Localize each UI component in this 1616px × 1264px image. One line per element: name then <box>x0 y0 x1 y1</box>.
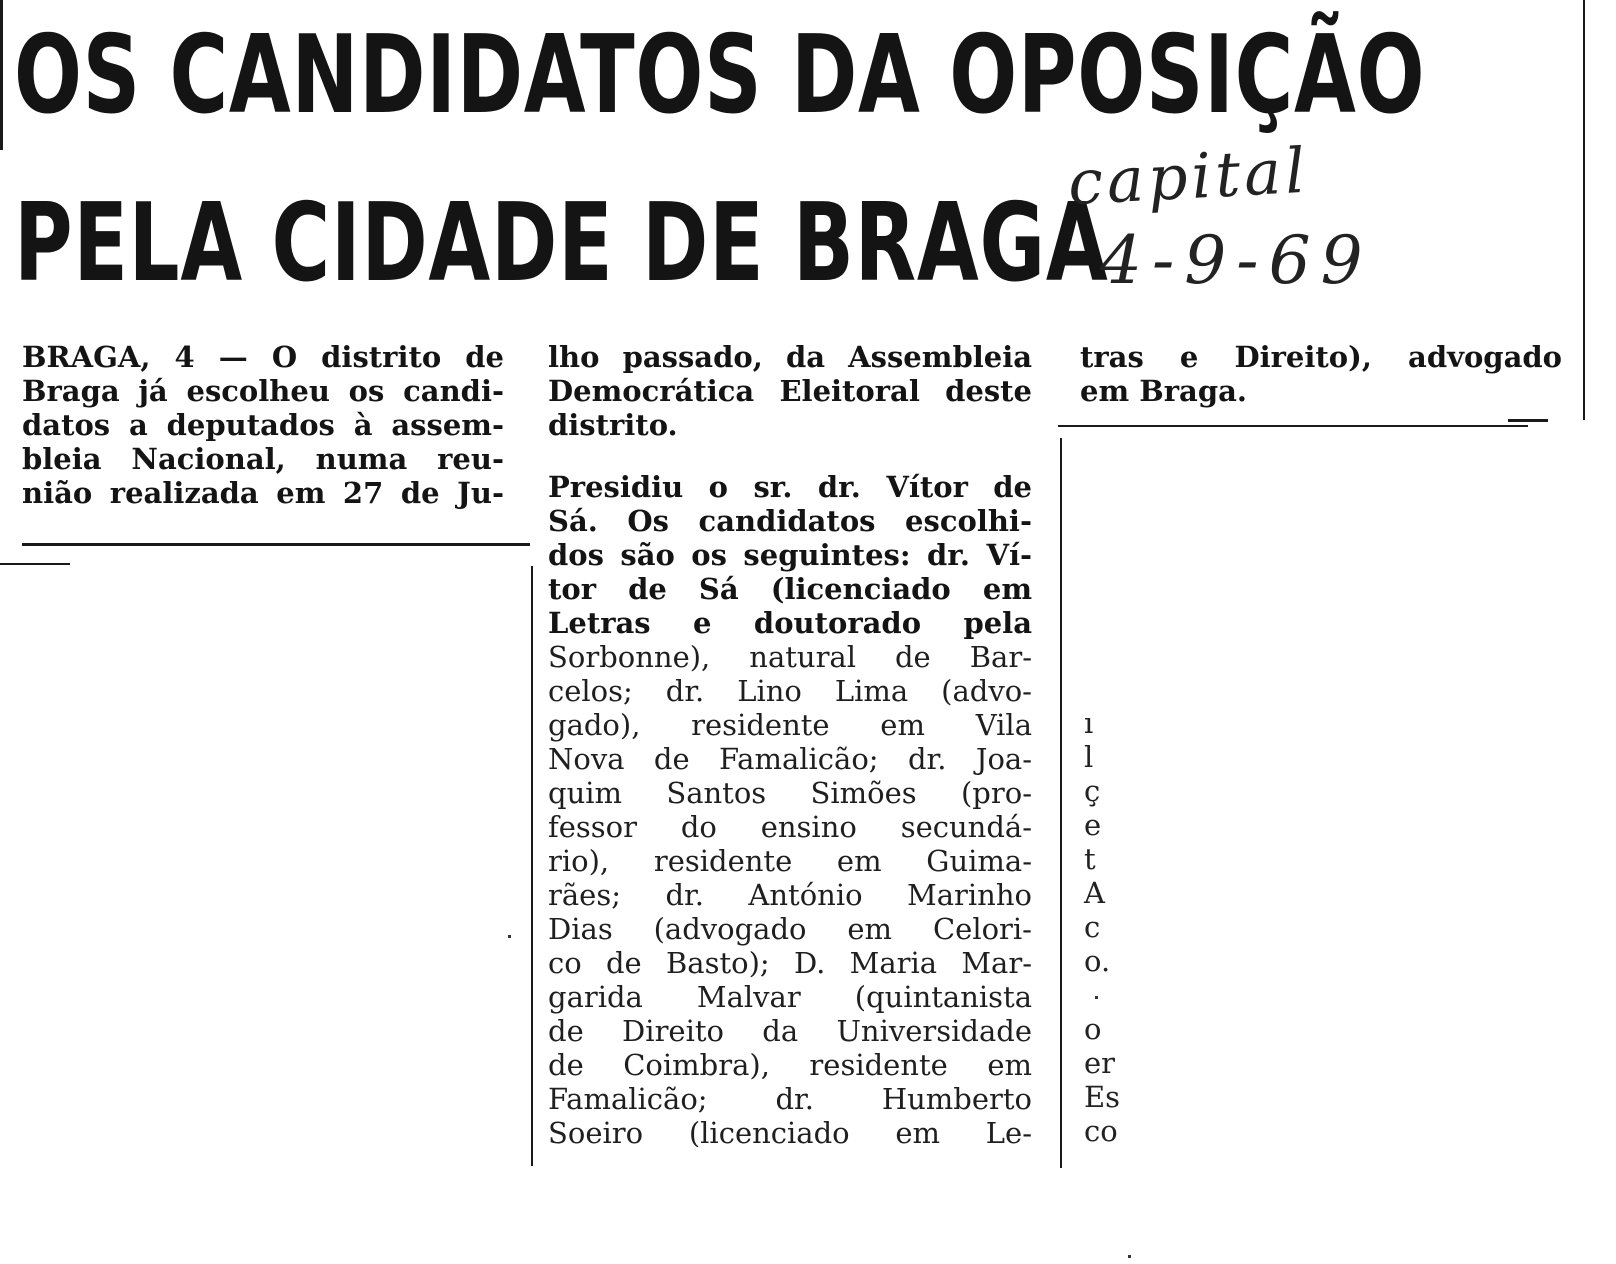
adjacent-article-fragments <box>1084 706 1120 1148</box>
column-2-paragraph-2-bold <box>548 470 1032 640</box>
headline-line-2: PELA CIDADE DE BRAGA <box>14 181 1109 306</box>
column-2-line: de Direito da Universidade <box>548 1014 1032 1048</box>
column-2-line: Democrática Eleitoral deste <box>548 374 1032 408</box>
column-2-line: rio), residente em Guima- <box>548 844 1032 878</box>
fragment-text: ı <box>1084 706 1094 740</box>
column-3-line: tras e Direito), advogado <box>1080 340 1562 374</box>
speck <box>1128 1255 1131 1258</box>
column-2-line: Famalicão; dr. Humberto <box>548 1082 1032 1116</box>
article-column-3 <box>1080 340 1562 408</box>
column-2-line: gado), residente em Vila <box>548 708 1032 742</box>
column-1-bottom-rule <box>22 543 530 546</box>
article-column-1 <box>22 340 504 510</box>
column-2-line: co de Basto); D. Maria Mar- <box>548 946 1032 980</box>
fragment-text: e <box>1084 808 1102 842</box>
column-2-line: dos são os seguintes: dr. Ví- <box>548 538 1032 572</box>
column-2-line: Nova de Famalicão; dr. Joa- <box>548 742 1032 776</box>
column-2-paragraph-2-regular <box>548 640 1032 1150</box>
column-2-line: celos; dr. Lino Lima (advo- <box>548 674 1032 708</box>
fragment-text <box>1084 978 1120 1012</box>
column-3-left-rule <box>1060 438 1062 1168</box>
article-column-2 <box>548 340 1032 1150</box>
column-3-bottom-rule <box>1058 425 1528 427</box>
column-2-line: Sorbonne), natural de Bar- <box>548 640 1032 674</box>
column-2-line: lho passado, da Assembleia <box>548 340 1032 374</box>
fragment-text: l <box>1084 740 1094 774</box>
headline-line-1: OS CANDIDATOS DA OPOSIÇÃO <box>14 13 1426 138</box>
column-1-line: Braga já escolheu os candi- <box>22 374 504 408</box>
right-border-rule <box>1583 0 1585 420</box>
fragment-text: er <box>1084 1046 1116 1080</box>
column-3-short-rule <box>1508 419 1548 422</box>
column-2-line: rães; dr. António Marinho <box>548 878 1032 912</box>
fragment-text: Es <box>1084 1080 1121 1114</box>
column-2-paragraph-1 <box>548 340 1032 442</box>
fragment-text: ç <box>1084 774 1101 808</box>
column-1-line: BRAGA, 4 — O distrito de <box>22 340 504 374</box>
column-2-line: garida Malvar (quintanista <box>548 980 1032 1014</box>
handwritten-source-note: capital <box>1066 133 1311 220</box>
column-1-line: datos a deputados à assem- <box>22 408 504 442</box>
column-2-line: de Coimbra), residente em <box>548 1048 1032 1082</box>
column-3-line: em Braga. <box>1080 374 1247 408</box>
fragment-text: A <box>1084 876 1105 910</box>
column-2-line: Presidiu o sr. dr. Vítor de <box>548 470 1032 504</box>
column-2-line: tor de Sá (licenciado em <box>548 572 1032 606</box>
column-2-line: Dias (advogado em Celori- <box>548 912 1032 946</box>
fragment-text: t <box>1084 842 1096 876</box>
fragment-text: o <box>1084 1012 1102 1046</box>
column-2-line: Letras e doutorado pela <box>548 606 1032 640</box>
column-2-line: distrito. <box>548 408 678 442</box>
fragment-text: o. <box>1084 944 1111 978</box>
column-2-line: quim Santos Simões (pro- <box>548 776 1032 810</box>
speck <box>508 935 511 938</box>
left-border-rule <box>0 0 3 150</box>
column-2-line: Sá. Os candidatos escolhi- <box>548 504 1032 538</box>
fragment-text: co <box>1084 1114 1118 1148</box>
speck <box>1095 996 1098 999</box>
column-1-bottom-thin-rule <box>0 563 70 565</box>
column-1-line: bleia Nacional, numa reu- <box>22 442 504 476</box>
column-2-line: Soeiro (licenciado em Le- <box>548 1116 1032 1150</box>
handwritten-date-note: 4-9-69 <box>1100 222 1373 299</box>
column-2-left-rule <box>531 566 533 1166</box>
column-1-line: nião realizada em 27 de Ju- <box>22 476 504 510</box>
fragment-text: c <box>1084 910 1101 944</box>
column-2-line: fessor do ensino secundá- <box>548 810 1032 844</box>
